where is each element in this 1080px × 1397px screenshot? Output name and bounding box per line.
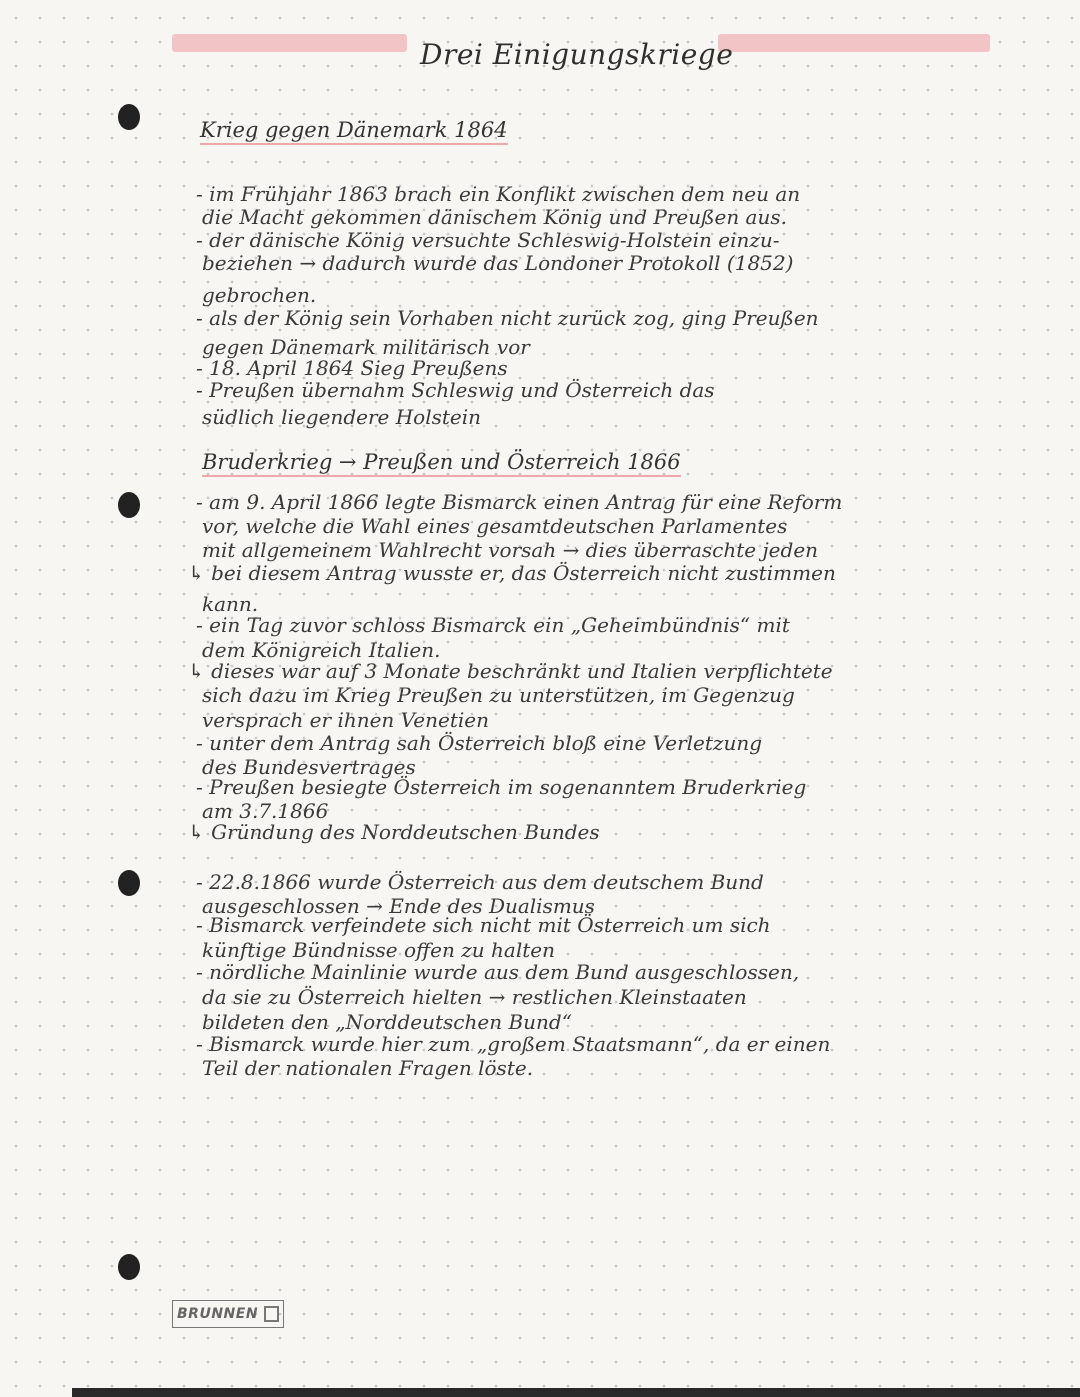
note-line: - Preußen übernahm Schleswig und Österreich das — [196, 378, 715, 402]
note-line: - Bismarck verfeindete sich nicht mit Österreich um sich — [196, 913, 771, 937]
punch-hole — [118, 1254, 140, 1280]
note-line: sich dazu im Krieg Preußen zu unterstützen, im Gegenzug — [202, 683, 795, 707]
note-line: ↳ dieses war auf 3 Monate beschränkt und Italien verpflichtete — [188, 659, 833, 683]
section-heading-daenemark: Krieg gegen Dänemark 1864 — [200, 118, 508, 145]
note-line: vor, welche die Wahl eines gesamtdeutschen Parlamentes — [202, 514, 788, 538]
note-line: Teil der nationalen Fragen löste. — [202, 1056, 534, 1080]
note-line: ausgeschlossen → Ende des Dualismus — [202, 894, 595, 918]
note-line: - im Frühjahr 1863 brach ein Konflikt zwischen dem neu an — [196, 182, 801, 206]
brand-name: BRUNNEN — [177, 1306, 259, 1322]
title-highlight-left — [172, 34, 407, 52]
punch-hole — [118, 870, 140, 896]
note-line: mit allgemeinem Wahlrecht vorsah → dies überraschte jeden — [202, 538, 819, 562]
note-line: - 22.8.1866 wurde Österreich aus dem deutschem Bund — [196, 870, 764, 894]
punch-hole — [118, 104, 140, 130]
note-line: südlich liegendere Holstein — [202, 405, 482, 429]
note-line: beziehen → dadurch wurde das Londoner Protokoll (1852) — [202, 251, 794, 275]
note-line: - Bismarck wurde hier zum „großem Staatsmann“, da er einen — [196, 1032, 831, 1056]
note-line: - ein Tag zuvor schloss Bismarck ein „Geheimbündnis“ mit — [196, 613, 790, 637]
note-line: - am 9. April 1866 legte Bismarck einen Antrag für eine Reform — [196, 490, 843, 514]
note-line: bildeten den „Norddeutschen Bund“ — [202, 1010, 572, 1034]
note-line: gegen Dänemark militärisch vor — [202, 335, 530, 359]
title-highlight-right — [718, 34, 990, 52]
page-title: Drei Einigungskriege — [420, 38, 734, 71]
note-line: die Macht gekommen dänischem König und Preußen aus. — [202, 205, 787, 229]
note-line: - der dänische König versuchte Schleswig-Holstein einzu- — [196, 228, 780, 252]
brand-mark-icon — [264, 1306, 279, 1322]
punch-hole — [118, 492, 140, 518]
note-line: - 18. April 1864 Sieg Preußens — [196, 356, 508, 380]
note-line: dem Königreich Italien. — [202, 638, 441, 662]
note-line: am 3.7.1866 — [202, 799, 329, 823]
note-line: künftige Bündnisse offen zu halten — [202, 938, 555, 962]
note-line: versprach er ihnen Venetien — [202, 708, 489, 732]
note-line: - unter dem Antrag sah Österreich bloß eine Verletzung — [196, 731, 763, 755]
brand-logo — [172, 1300, 284, 1328]
note-line: kann. — [202, 592, 259, 616]
note-line: - als der König sein Vorhaben nicht zurück zog, ging Preußen — [196, 306, 819, 330]
note-line: da sie zu Österreich hielten → restlichen Kleinstaaten — [202, 985, 747, 1009]
note-line: - Preußen besiegte Österreich im sogenanntem Bruderkrieg — [196, 775, 807, 799]
note-line: gebrochen. — [202, 283, 317, 307]
note-line: ↳ Gründung des Norddeutschen Bundes — [188, 820, 600, 844]
page-edge — [72, 1388, 1080, 1397]
note-line: - nördliche Mainlinie wurde aus dem Bund ausgeschlossen, — [196, 960, 800, 984]
note-line: des Bundesvertrages — [202, 755, 416, 779]
note-line: ↳ bei diesem Antrag wusste er, das Österreich nicht zustimmen — [188, 561, 836, 585]
section-heading-bruderkrieg: Bruderkrieg → Preußen und Österreich 1866 — [202, 450, 681, 477]
